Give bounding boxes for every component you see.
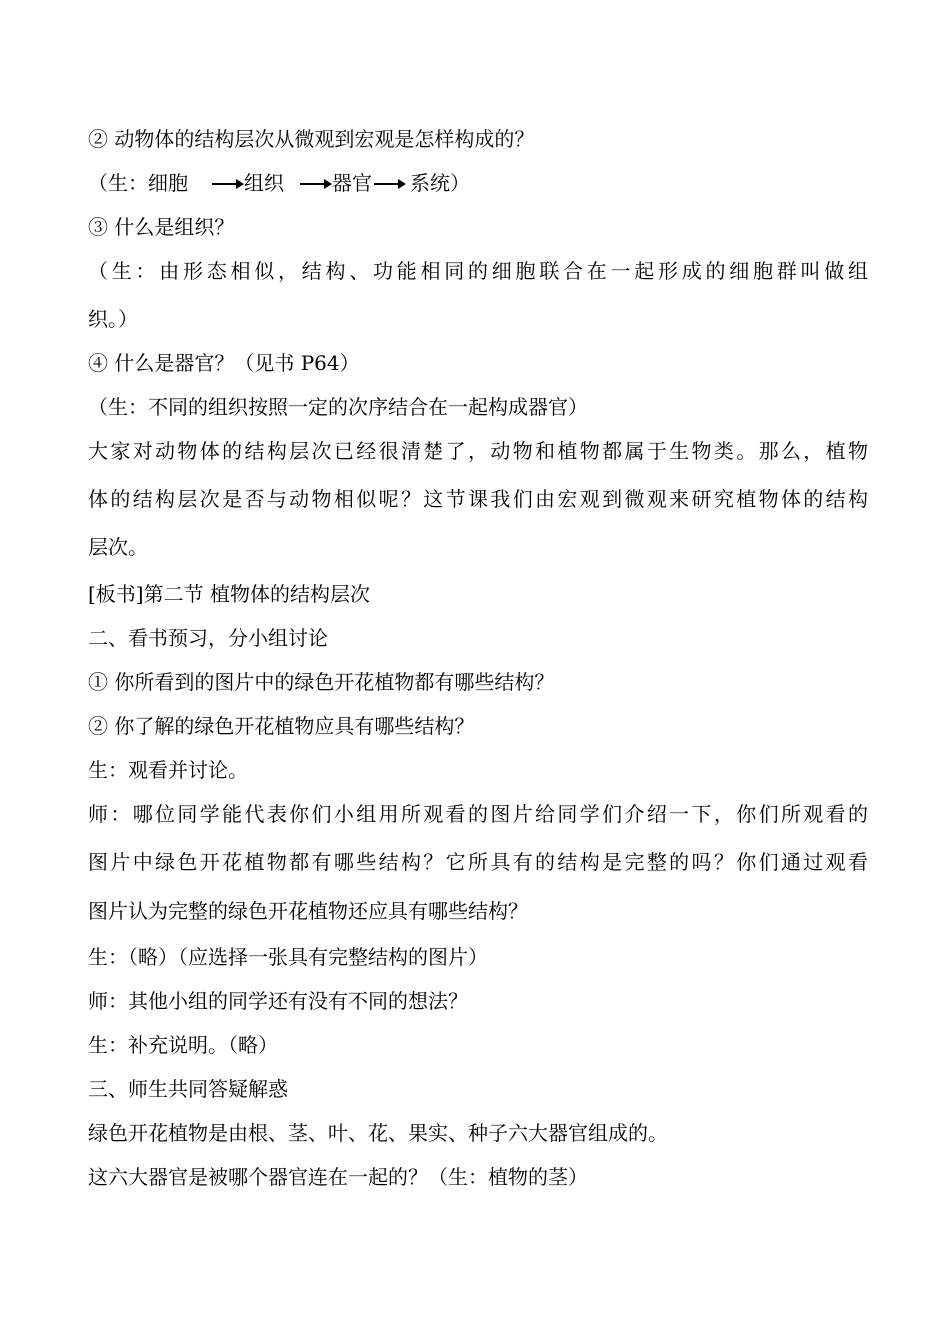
chain-organ: 器官 [332,171,372,195]
paragraph-1-line-1: 大家对动物体的结构层次已经很清楚了，动物和植物都属于生物类。那么，植物 [88,439,868,463]
teacher-prompt-line-1: 师：哪位同学能代表你们小组用所观看的图片给同学们介绍一下，你们所观看的 [88,802,868,826]
student-reply-1: 生：观看并讨论。 [88,758,248,782]
section-2-question-2: ② 你了解的绿色开花植物应具有哪些结构？ [88,714,475,738]
answer-3-line-2: 织。） [88,307,138,331]
question-3: ③ 什么是组织？ [88,215,235,239]
section-2-heading: 二、看书预习，分小组讨论 [88,626,328,650]
teacher-prompt-line-3: 图片认为完整的绿色开花植物还应具有哪些结构？ [88,899,528,923]
question-2: ② 动物体的结构层次从微观到宏观是怎样构成的？ [88,127,535,151]
arrow-icon [374,183,404,185]
teacher-prompt-line-2: 图片中绿色开花植物都有哪些结构？它所具有的结构是完整的吗？你们通过观看 [88,850,868,874]
board-heading: [板书]第二节 植物体的结构层次 [88,582,370,606]
answer-3-line-1: （生：由形态相似，结构、功能相同的细胞联合在一起形成的细胞群叫做组 [88,259,868,283]
arrow-icon [300,183,330,185]
chain-system: 系统） [410,171,470,195]
question-4: ④ 什么是器官？（见书 P64） [88,351,360,375]
answer-4: （生：不同的组织按照一定的次序结合在一起构成器官） [88,395,588,419]
paragraph-2: 绿色开花植物是由根、茎、叶、花、果实、种子六大器官组成的。 [88,1121,668,1145]
chain-tissue: 组织 [244,171,284,195]
paragraph-1-line-3: 层次。 [88,535,148,559]
arrow-icon [212,183,242,185]
teacher-prompt-2: 师：其他小组的同学还有没有不同的想法？ [88,989,468,1013]
paragraph-1-line-2: 体的结构层次是否与动物相似呢？这节课我们由宏观到微观来研究植物体的结构 [88,487,868,511]
section-3-heading: 三、师生共同答疑解惑 [88,1077,288,1101]
chain-prefix: （生：细胞 [88,171,188,195]
paragraph-3: 这六大器官是被哪个器官连在一起的？（生：植物的茎） [88,1165,588,1189]
student-reply-3: 生：补充说明。（略） [88,1033,278,1057]
section-2-question-1: ① 你所看到的图片中的绿色开花植物都有哪些结构？ [88,670,555,694]
student-reply-2: 生：（略）（应选择一张具有完整结构的图片） [88,945,488,969]
hierarchy-chain [88,171,868,195]
